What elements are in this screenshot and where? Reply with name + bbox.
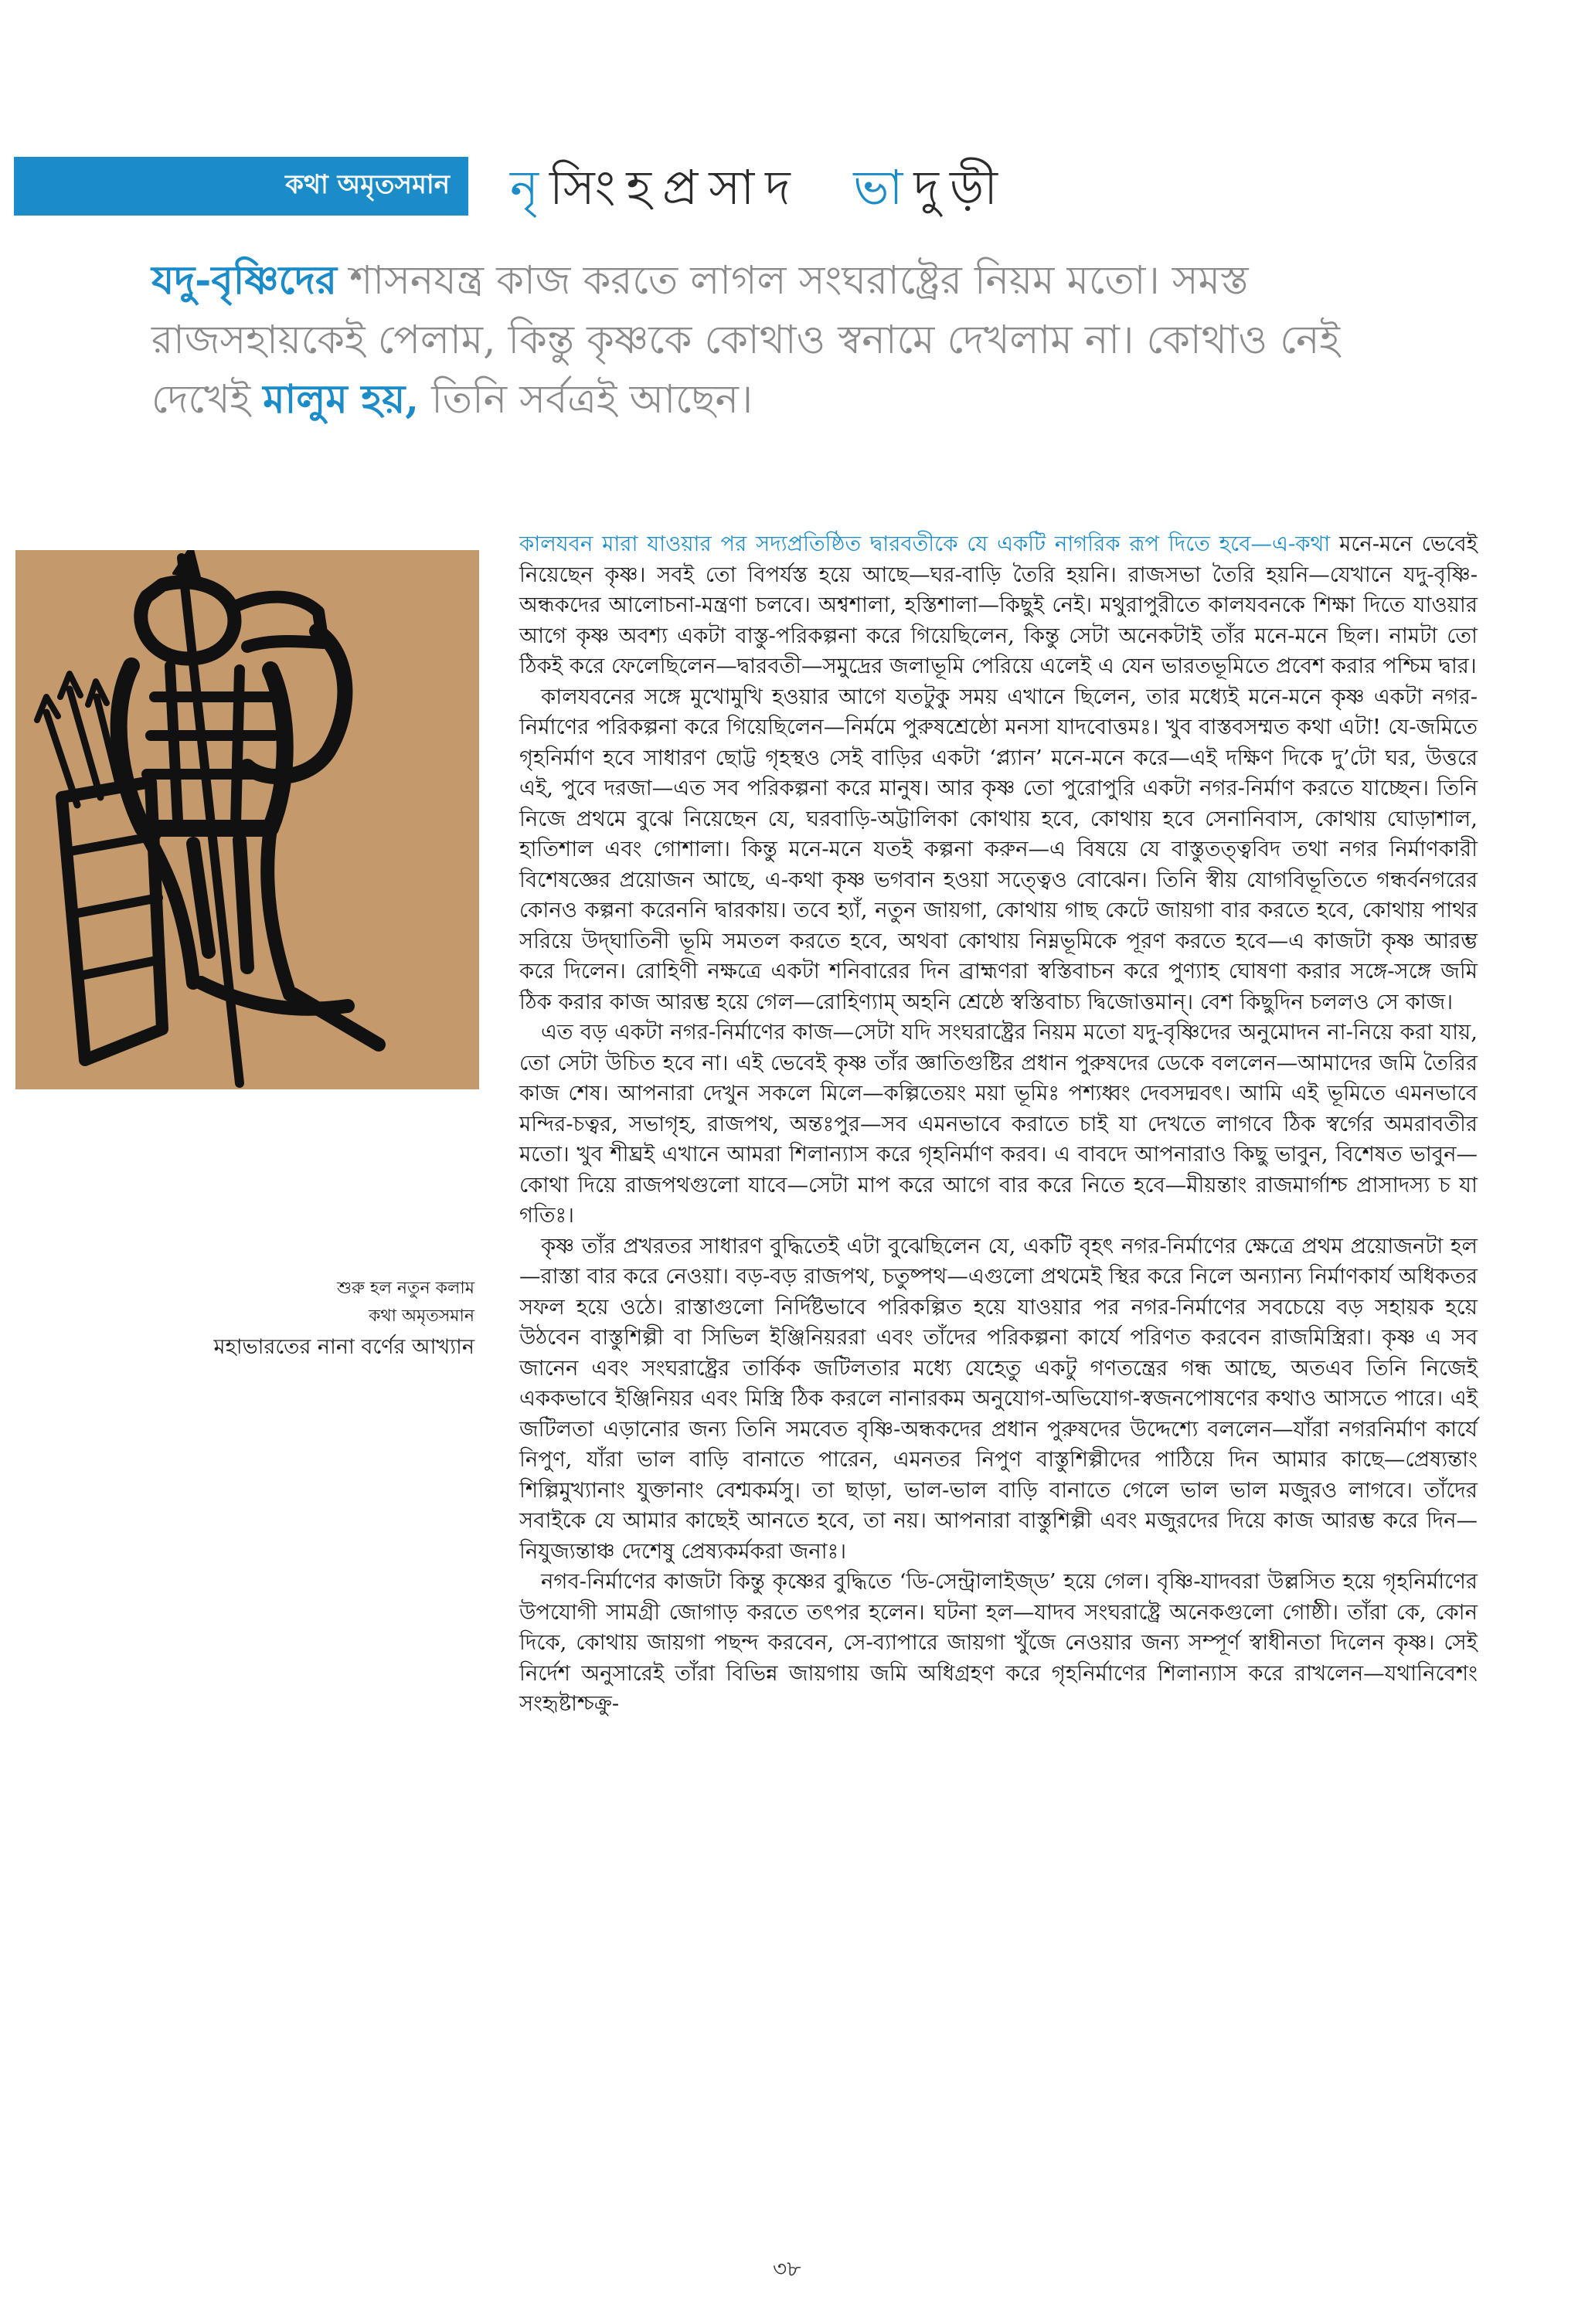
body-paragraph-3: এত বড় একটা নগর-নির্মাণের কাজ—সেটা যদি সংঘরাষ্ট্রের নিয়ম মতো যদু-বৃষ্ণিদের অনুমোদন না-নিয়ে করা যায়, তো সেটা উচিত হবে না। এই ভেবেই কৃষ্ণ তাঁর জ্ঞাতিগুষ্টির প্রধান পুরুষদের ডেকে বললেন—আমাদের জমি তৈরির কাজ শেষ। আপনারা দেখুন সকলে মিলে—কল্পিতেয়ং ময়া ভূমিঃ পশ্যধ্বং দেবসদ্মবৎ। আমি এই ভূমিতে এমনভাবে মন্দির-চত্বর, সভাগৃহ, রাজপথ, অন্তঃপুর—সব এমনভাবে করাতে চাই যা দেখতে লাগবে ঠিক স্বর্গের অমরাবতীর মতো। খুব শীঘ্রই এখানে আমরা শিলান্যাস করে গৃহনির্মাণ করব। এ বাবদে আপনারাও কিছু ভাবুন, বিশেষত ভাবুন—কোথা দিয়ে রাজপথগুলো যাবে—সেটা মাপ করে আগে বার করে নিতে হবে—মীয়ন্তাং রাজমার্গাশ্চ প্রাসাদস্য চ যা গতিঃ। bbox=[519, 1020, 1478, 1228]
intro-highlight-start: যদু-বৃষ্ণিদের bbox=[151, 257, 337, 304]
body-paragraph-4: কৃষ্ণ তাঁর প্রখরতর সাধারণ বুদ্ধিতেই এটা বুঝেছিলেন যে, একটি বৃহৎ নগর-নির্মাণের ক্ষেত্রে প্রথম প্রয়োজনটা হল—রাস্তা বার করে নেওয়া। বড়-বড় রাজপথ, চতুষ্পথ—এগুলো প্রথমেই স্থির করে নিলে অন্যান্য নির্মাণকার্য অধিকতর সফল হয়ে ওঠে। রাস্তাগুলো নির্দিষ্টভাবে পরিকল্পিত হয়ে যাওয়ার পর নগর-নির্মাণের সবচেয়ে বড় সহায়ক হয়ে উঠবেন বাস্তুশিল্পী বা সিভিল ইঞ্জিনিয়ররা এবং তাঁদের পরিকল্পনা কার্যে পরিণত করবেন রাজমিস্ত্রিরা। কৃষ্ণ এ সব জানেন এবং সংঘরাষ্ট্রের তার্কিক জটিলতার মধ্যে যেহেতু একটু গণতন্ত্রের গন্ধ আছে, অতএব তিনি নিজেই এককভাবে ইঞ্জিনিয়র এবং মিস্ত্রি ঠিক করলে নানারকম অনুযোগ-অভিযোগ-স্বজনপোষণের কথাও আসতে পারে। এই জটিলতা এড়ানোর জন্য তিনি সমবেত বৃষ্ণি-অন্ধকদের প্রধান পুরুষদের উদ্দেশ্যে বললেন—যাঁরা নগরনির্মাণ কার্যে নিপুণ, যাঁরা ভাল বাড়ি বানাতে পারেন, এমনতর নিপুণ বাস্তুশিল্পীদের পাঠিয়ে দিন আমার কাছে—প্রেষ্যন্তাং শিল্পিমুখ্যানাং যুক্তানাং বেশ্মকর্মসু। তা ছাড়া, ভাল-ভাল বাড়ি বানাতে গেলে ভাল ভাল মজুরও লাগবে। তাঁদের সবাইকে যে আমার কাছেই আনতে হবে, তা নয়। আপনারা বাস্তুশিল্পী এবং মজুরদের দিয়ে কাজ আরম্ভ করে দিন—নিযুজ্যন্তাঞ্চ দেশেষু প্রেষ্যকর্মকরা জনাঃ। bbox=[519, 1233, 1478, 1564]
article-body bbox=[519, 529, 1478, 1720]
intro-text-2: তিনি সর্বত্রই আছেন। bbox=[419, 377, 753, 423]
caption-line-2: কথা অমৃতসমান bbox=[368, 1306, 474, 1326]
caption-line-3: মহাভারতের নানা বর্ণের আখ্যান bbox=[213, 1335, 474, 1359]
author-last-initial: ভা bbox=[853, 159, 914, 216]
author-name bbox=[510, 151, 1008, 231]
column-caption bbox=[214, 1275, 474, 1364]
author-first-rest: সিংহপ্রসাদ bbox=[549, 159, 801, 216]
series-tag: কথা অমৃতসমান bbox=[14, 157, 468, 216]
intro-paragraph bbox=[151, 251, 1388, 430]
intro-highlight-mid: মালুম হয়, bbox=[263, 376, 419, 423]
intro-text-1: শাসনযন্ত্র কাজ করতে লাগল সংঘরাষ্ট্রের নিয়ম মতো। সমস্ত রাজসহায়কেই পেলাম, কিন্তু কৃষ্ণকে কোথাও স্বনামে দেখলাম না। কোথাও নেই দেখেই bbox=[151, 258, 1340, 423]
author-first-initial: নৃ bbox=[510, 159, 550, 216]
body-paragraph-2: কালযবনের সঙ্গে মুখোমুখি হওয়ার আগে যতটুকু সময় এখানে ছিলেন, তার মধ্যেই মনে-মনে কৃষ্ণ একটা নগর-নির্মাণের পরিকল্পনা করে গিয়েছিলেন—নির্মমে পুরুষশ্রেষ্ঠো মনসা যাদবোত্তমঃ। খুব বাস্তবসম্মত কথা এটা! যে-জমিতে গৃহনির্মাণ হবে সাধারণ ছোট্ট গৃহস্থও সেই বাড়ির একটা ‘প্ল্যান’ মনে-মনে করে—এই দক্ষিণ দিকে দু’টো ঘর, উত্তরে এই, পুবে দরজা—এত সব পরিকল্পনা করে মানুষ। আর কৃষ্ণ তো পুরোপুরি একটা নগর-নির্মাণ করতে যাচ্ছেন। তিনি নিজে প্রথমে বুঝে নিয়েছেন যে, ঘরবাড়ি-অট্টালিকা কোথায় হবে, কোথায় হবে সেনানিবাস, কোথায় ঘোড়াশাল, হাতিশাল এবং গোশালা। কিন্তু মনে-মনে যতই কল্পনা করুন—এ বিষয়ে যে বাস্তুতত্ত্ববিদ তথা নগর নির্মাণকারী বিশেষজ্ঞের প্রয়োজন আছে, এ-কথা কৃষ্ণ ভগবান হওয়া সত্ত্বেও বোঝেন। তিনি স্বীয় যোগবিভূতিতে গন্ধর্বনগরের কোনও কল্পনা করেননি দ্বারকায়। তবে হ্যাঁ, নতুন জায়গা, কোথায় গাছ কেটে জায়গা বার করতে হবে, কোথায় পাথর সরিয়ে উদ্‌ঘাতিনী ভূমি সমতল করতে হবে, অথবা কোথায় নিম্নভূমিকে পূরণ করতে হবে—এ কাজটা কৃষ্ণ আরম্ভ করে দিলেন। রোহিণী নক্ষত্রে একটা শনিবারের দিন ব্রাহ্মণরা স্বস্তিবাচন করে পুণ্যাহ ঘোষণা করার সঙ্গে-সঙ্গে জমি ঠিক করার কাজ আরম্ভ হয়ে গেল—রোহিণ্যাম্ অহনি শ্রেষ্ঠে স্বস্তিবাচ্য দ্বিজোত্তমান্। বেশ কিছুদিন চললও সে কাজ। bbox=[519, 684, 1478, 1014]
caption-line-1: শুরু হল নতুন কলাম bbox=[337, 1279, 474, 1298]
body-paragraph-1-text: মনে-মনে ভেবেই নিয়েছেন কৃষ্ণ। সবই তো বিপর্যস্ত হয়ে আছে—ঘর-বাড়ি তৈরি হয়নি। রাজসভা তৈরি হয়নি—যেখানে যদু-বৃষ্ণি-অন্ধকদের আলোচনা-মন্ত্রণা চলবে। অশ্বশালা, হস্তিশালা—কিছুই নেই। মথুরাপুরীতে কালযবনকে শিক্ষা দিতে যাওয়ার আগে কৃষ্ণ অবশ্য একটা বাস্তু-পরিকল্পনা করে গিয়েছিলেন, কিন্তু সেটা অনেকটাই তাঁর মনে-মনে ছিল। নামটা তো ঠিকই করে ফেলেছিলেন—দ্বারবতী—সমুদ্রের জলাভূমি পেরিয়ে এলেই এ যেন ভারতভূমিতে প্রবেশ করার পশ্চিম দ্বার। bbox=[519, 532, 1478, 678]
body-paragraph-1 bbox=[519, 529, 1478, 682]
page-number: ৩৮ bbox=[773, 2256, 801, 2282]
author-last-rest: দুড়ী bbox=[913, 159, 1008, 216]
body-lead: কালযবন মারা যাওয়ার পর সদ্যপ্রতিষ্ঠিত দ্বারবতীকে যে একটি নাগরিক রূপ দিতে হবে—এ-কথা bbox=[519, 532, 1331, 556]
body-paragraph-5: নগব-নির্মাণের কাজটা কিন্তু কৃষ্ণের বুদ্ধিতে ‘ডি-সেন্ট্রালাইজ্ড’ হয়ে গেল। বৃষ্ণি-যাদবরা উল্লসিত হয়ে গৃহনির্মাণের উপযোগী সামগ্রী জোগাড় করতে তৎপর হলেন। ঘটনা হল—যাদব সংঘরাষ্ট্রে অনেকগুলো গোষ্ঠী। তাঁরা কে, কোন দিকে, কোথায় জায়গা পছন্দ করবেন, সে-ব্যাপারে জায়গা খুঁজে নেওয়ার জন্য সম্পূর্ণ স্বাধীনতা দিলেন কৃষ্ণ। সেই নির্দেশ অনুসারেই তাঁরা বিভিন্ন জায়গায় জমি অধিগ্রহণ করে গৃহনির্মাণের শিলান্যাস করে রাখলেন—যথানিবেশং সংহৃষ্টাশ্চক্রু- bbox=[519, 1569, 1478, 1716]
warrior-illustration bbox=[15, 550, 479, 1089]
